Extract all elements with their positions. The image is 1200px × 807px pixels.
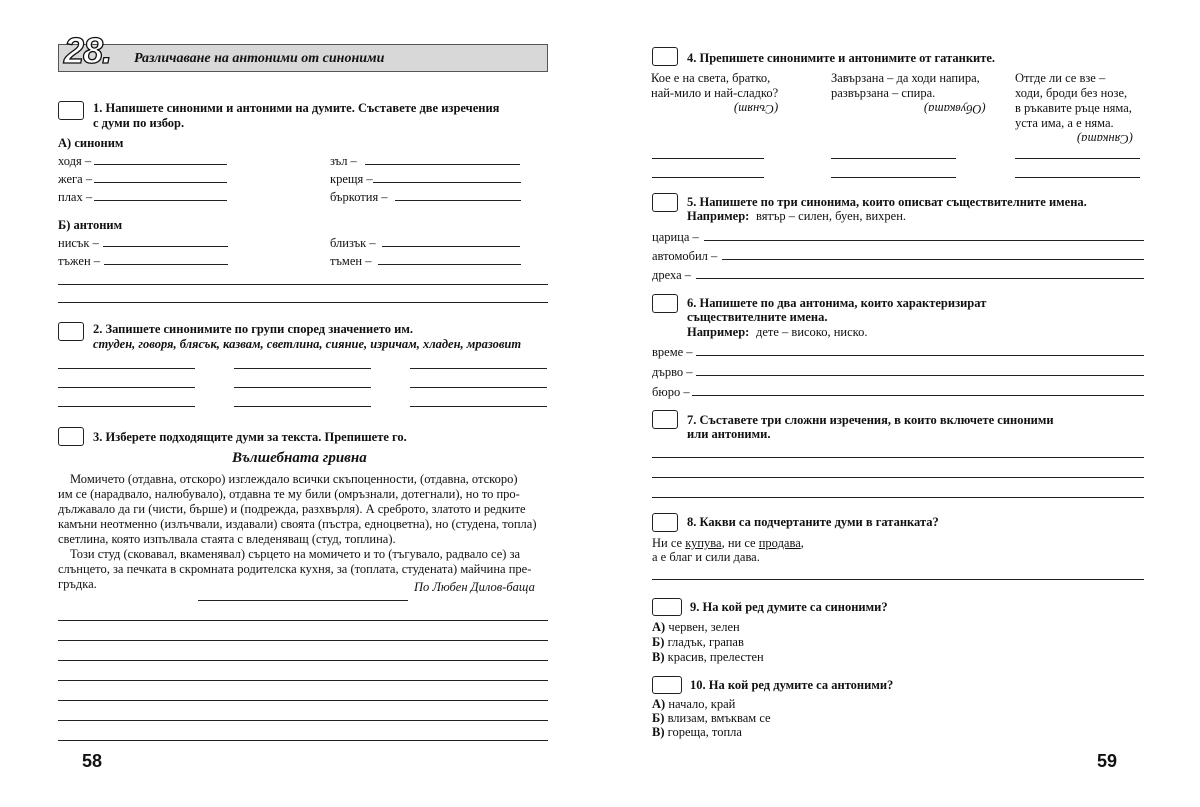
ex6-example: дете – високо, ниско. [756, 325, 868, 339]
ex5-example: вятър – силен, буен, вихрен. [756, 209, 907, 223]
ex4-instruction: 4. Препишете синонимите и антонимите от гатанките. [687, 51, 996, 65]
word-item: време – [652, 345, 693, 359]
answer-line[interactable] [410, 368, 547, 369]
answer-line[interactable] [696, 355, 1144, 356]
answer-line[interactable] [58, 387, 195, 388]
word-item: ходя – [58, 154, 92, 168]
answer-line[interactable] [58, 284, 548, 285]
answer-line[interactable] [1015, 177, 1140, 178]
page-number-right: 59 [1097, 751, 1118, 771]
story-line: дължавало да ги (чисти, бърше) и (подрежда, разхвърля). А среброто, златото и редките [58, 502, 526, 516]
word-item: бъркотия – [330, 190, 388, 204]
answer-line[interactable] [58, 302, 548, 303]
story-line: Този студ (сковавал, вкаменявал) сърцето на момичето и то (тъгувало, радвало се) за [70, 547, 521, 561]
pencil-icon [652, 193, 678, 212]
word-item: тъмен – [330, 254, 372, 268]
ex10-instruction: 10. На кой ред думите са антоними? [690, 678, 894, 692]
answer-line[interactable] [831, 177, 956, 178]
ex8-riddle-line-1: Ни се купува, ни се продава, [652, 536, 804, 550]
word-item: дърво – [652, 365, 693, 379]
ex3-instruction: 3. Изберете подходящите думи за текста. Препишете го. [93, 430, 407, 444]
ex2-word-list: студен, говоря, блясък, казвам, светлина, сияние, изричам, хладен, мразовит [93, 337, 522, 351]
answer-line[interactable] [103, 246, 228, 247]
title-line[interactable] [198, 600, 408, 601]
pencil-icon [58, 101, 84, 120]
riddle-answer: (Сянката) [1077, 132, 1133, 146]
ex1-a-label: А) синоним [58, 136, 124, 150]
ex1-instruction-1: 1. Напишете синоними и антоними на думите. Съставете две изречения [93, 101, 500, 115]
lesson-title: Различаване на антоними от синоними [134, 51, 385, 66]
option-item[interactable]: А) начало, край [652, 697, 736, 711]
option-item[interactable]: В) гореща, топла [652, 725, 742, 739]
answer-line[interactable] [365, 164, 520, 165]
answer-line[interactable] [94, 164, 227, 165]
answer-line[interactable] [831, 158, 956, 159]
ex7-instruction-1: 7. Съставете три сложни изречения, в които включете синоними [687, 413, 1054, 427]
riddle-line: най-мило и най-сладко? [651, 86, 779, 100]
story-line: слънцето, за печката в скромната родителска кухня, за (топлата, студената) майчина пре- [58, 562, 532, 576]
option-item[interactable]: В) красив, прелестен [652, 650, 764, 664]
answer-line[interactable] [94, 182, 227, 183]
riddle-line: уста има, а е няма. [1015, 116, 1114, 130]
answer-line[interactable] [58, 680, 548, 681]
answer-line[interactable] [652, 579, 1144, 580]
answer-line[interactable] [58, 406, 195, 407]
answer-line[interactable] [58, 368, 195, 369]
riddle-line: Отгде ли се взе – [1015, 71, 1106, 85]
page-number-left: 58 [82, 751, 103, 771]
option-item[interactable]: А) червен, зелен [652, 620, 740, 634]
answer-line[interactable] [1015, 158, 1140, 159]
answer-line[interactable] [58, 720, 548, 721]
answer-line[interactable] [652, 477, 1144, 478]
answer-line[interactable] [378, 264, 521, 265]
answer-line[interactable] [652, 177, 764, 178]
word-item: близък – [330, 236, 376, 250]
lesson-number: 28. [64, 30, 112, 71]
answer-line[interactable] [722, 259, 1144, 260]
pencil-icon [652, 47, 678, 66]
answer-line[interactable] [104, 264, 228, 265]
answer-line[interactable] [696, 278, 1144, 279]
ex2-instruction: 2. Запишете синонимите по групи според значението им. [93, 322, 413, 336]
answer-line[interactable] [58, 660, 548, 661]
word-item: плах – [58, 190, 93, 204]
word-item: тъжен – [58, 254, 101, 268]
answer-line[interactable] [696, 375, 1144, 376]
word-item: жега – [58, 172, 93, 186]
underlined-word: продава [758, 536, 801, 550]
answer-line[interactable] [58, 640, 548, 641]
word-item: бюро – [652, 385, 690, 399]
answer-line[interactable] [652, 497, 1144, 498]
story-line: им се (нарадвало, налюбувало), отдавна те му били (омръзнали, дотегнали), но то про- [58, 487, 520, 501]
story-title: Вълшебната гривна [232, 450, 367, 466]
word-item: автомобил – [652, 249, 718, 263]
pencil-icon [652, 410, 678, 429]
ex8-riddle-line-2: а е благ и сили дава. [652, 550, 760, 564]
ex5-example-label: Например: [687, 209, 750, 223]
riddle-line: в ръкавите ръце няма, [1015, 101, 1132, 115]
word-item: нисък – [58, 236, 99, 250]
test-icon [652, 676, 682, 694]
word-item: дреха – [652, 268, 692, 282]
story-line: светлина, която изпълвала стаята с вледеняващ (студ, топлина). [58, 532, 396, 546]
answer-line[interactable] [692, 395, 1144, 396]
ex1-b-label: Б) антоним [58, 218, 123, 232]
story-author: По Любен Дилов-баща [414, 580, 535, 594]
riddle-line: Кое е на света, братко, [651, 71, 771, 85]
ex9-instruction: 9. На кой ред думите са синоними? [690, 600, 888, 614]
pencil-icon [58, 427, 84, 446]
riddle-line: развързана – спира. [831, 86, 936, 100]
word-item: зъл – [330, 154, 357, 168]
story-line: Момичето (отдавна, отскоро) изглеждало всички скъпоценности, (отдавна, отскоро) [70, 472, 518, 486]
answer-line[interactable] [58, 700, 548, 701]
answer-line[interactable] [652, 158, 764, 159]
answer-line[interactable] [410, 406, 547, 407]
underlined-word: купува [685, 536, 722, 550]
answer-line[interactable] [234, 406, 371, 407]
answer-line[interactable] [58, 740, 548, 741]
ex6-instruction-1: 6. Напишете по два антонима, които характеризират [687, 296, 987, 310]
pencil-icon [58, 322, 84, 341]
ex1-instruction-2: с думи по избор. [93, 116, 185, 130]
story-line: гръдка. [58, 577, 97, 591]
answer-line[interactable] [652, 457, 1144, 458]
riddle-line: Завързана – да ходи напира, [831, 71, 980, 85]
pencil-icon [652, 513, 678, 532]
word-item: крещя – [330, 172, 373, 186]
riddle-answer: (Обувката) [924, 102, 986, 116]
pencil-icon [652, 294, 678, 313]
option-item[interactable]: Б) влизам, вмъквам се [652, 711, 771, 725]
answer-line[interactable] [58, 620, 548, 621]
answer-line[interactable] [704, 240, 1144, 241]
test-icon [652, 598, 682, 616]
riddle-line: ходи, броди без нозе, [1015, 86, 1128, 100]
word-item: царица – [652, 230, 699, 244]
answer-line[interactable] [234, 368, 371, 369]
answer-line[interactable] [94, 200, 227, 201]
ex8-instruction: 8. Какви са подчертаните думи в гатанката? [687, 515, 939, 529]
ex6-instruction-2: съществителните имена. [687, 310, 828, 324]
ex7-instruction-2: или антоними. [687, 427, 771, 441]
ex6-example-label: Например: [687, 325, 750, 339]
answer-line[interactable] [373, 182, 521, 183]
answer-line[interactable] [410, 387, 547, 388]
answer-line[interactable] [382, 246, 520, 247]
answer-line[interactable] [234, 387, 371, 388]
story-line: камъни неотменно (излъчвали, издавали) своята (пъстра, едноцветна), но (студена, топла) [58, 517, 537, 531]
answer-line[interactable] [395, 200, 521, 201]
ex5-instruction: 5. Напишете по три синонима, които описват съществителните имена. [687, 195, 1087, 209]
option-item[interactable]: Б) гладък, грапав [652, 635, 744, 649]
riddle-answer: (Сънят) [734, 102, 779, 116]
